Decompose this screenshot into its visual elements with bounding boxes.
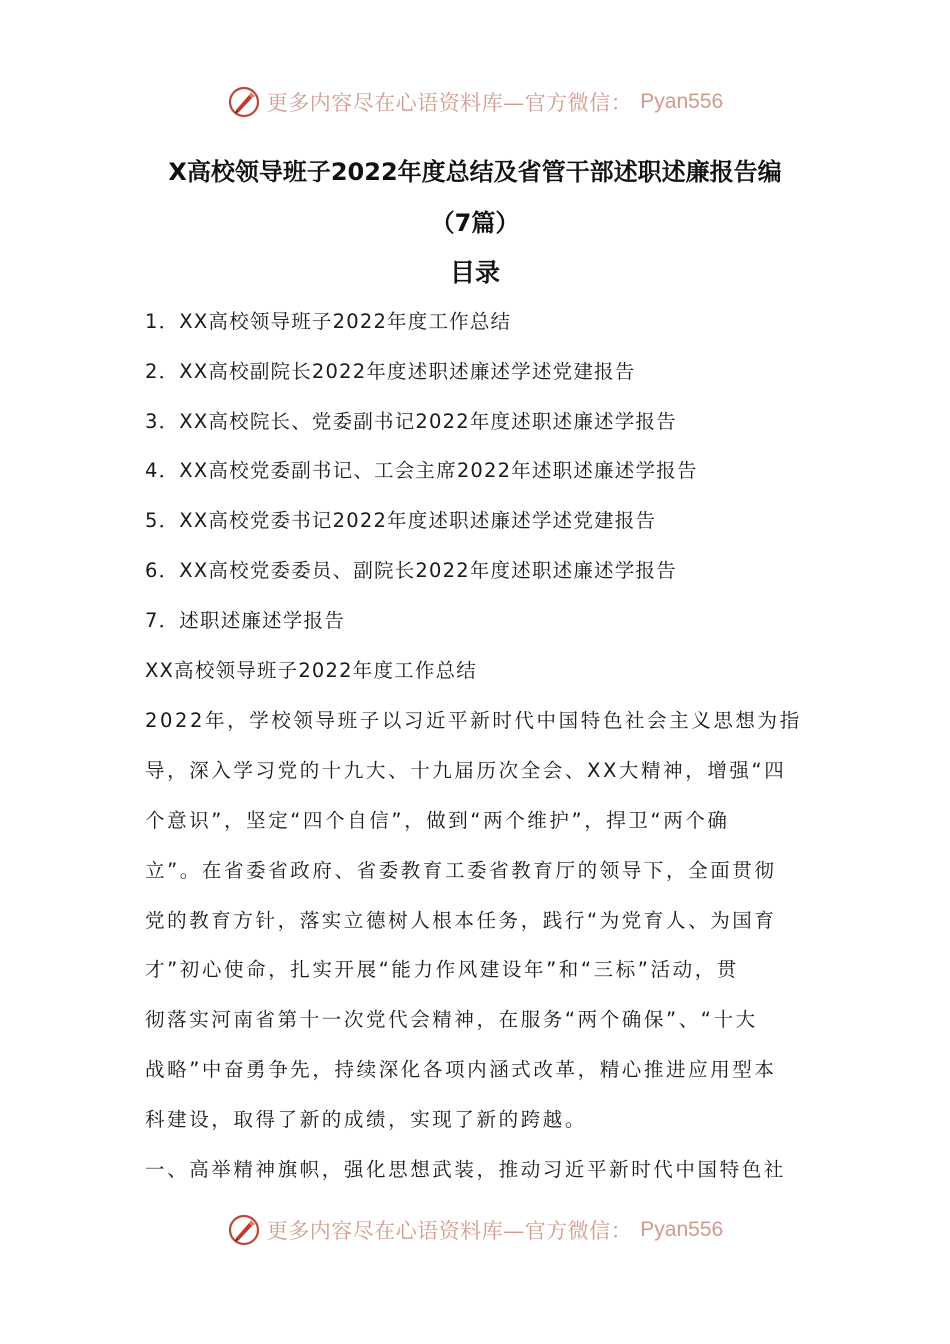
- toc-item: 7．述职述廉述学报告: [145, 609, 345, 632]
- pen-logo-icon: [227, 1213, 261, 1247]
- document-title: X高校领导班子2022年度总结及省管干部述职述廉报告编: [168, 158, 782, 186]
- body-line: 个意识”，坚定“四个自信”，做到“两个维护”，捍卫“两个确: [145, 809, 730, 832]
- toc-item: 5．XX高校党委书记2022年度述职述廉述学述党建报告: [145, 509, 657, 532]
- body-line: 党的教育方针，落实立德树人根本任务，践行“为党育人、为国育: [145, 909, 777, 932]
- body-line: 立”。在省委省政府、省委教育工委省教育厅的领导下，全面贯彻: [145, 859, 777, 882]
- watermark-text: 更多内容尽在心语资料库—官方微信：: [266, 1219, 633, 1243]
- watermark-wechat-id: Pyan556: [640, 1218, 724, 1241]
- body-line: 才”初心使命，扎实开展“能力作风建设年”和“三标”活动，贯: [145, 958, 739, 981]
- document-title-count: （7篇）: [430, 209, 520, 237]
- footer-watermark: [0, 1210, 950, 1250]
- toc-item: 6．XX高校党委委员、副院长2022年度述职述廉述学报告: [145, 559, 677, 582]
- body-line: 彻落实河南省第十一次党代会精神，在服务“两个确保”、“十大: [145, 1008, 758, 1031]
- pen-logo-icon: [227, 85, 261, 119]
- body-line: 一、高举精神旗帜，强化思想武装，推动习近平新时代中国特色社: [145, 1158, 786, 1181]
- toc-item: 1．XX高校领导班子2022年度工作总结: [145, 310, 512, 333]
- toc-item: 4．XX高校党委副书记、工会主席2022年述职述廉述学报告: [145, 459, 698, 482]
- watermark-wechat-id: Pyan556: [640, 90, 724, 113]
- header-watermark: [0, 82, 950, 122]
- body-line: 2022年，学校领导班子以习近平新时代中国特色社会主义思想为指: [145, 709, 802, 732]
- toc-item: 3．XX高校院长、党委副书记2022年度述职述廉述学报告: [145, 410, 677, 433]
- toc-heading: 目录: [449, 258, 500, 287]
- section-title: XX高校领导班子2022年度工作总结: [145, 659, 477, 682]
- toc-item: 2．XX高校副院长2022年度述职述廉述学述党建报告: [145, 360, 636, 383]
- watermark-text: 更多内容尽在心语资料库—官方微信：: [266, 91, 633, 115]
- body-line: 科建设，取得了新的成绩，实现了新的跨越。: [145, 1108, 588, 1131]
- body-line: 导，深入学习党的十九大、十九届历次全会、XX大精神，增强“四: [145, 759, 787, 782]
- body-line: 战略”中奋勇争先，持续深化各项内涵式改革，精心推进应用型本: [145, 1058, 777, 1081]
